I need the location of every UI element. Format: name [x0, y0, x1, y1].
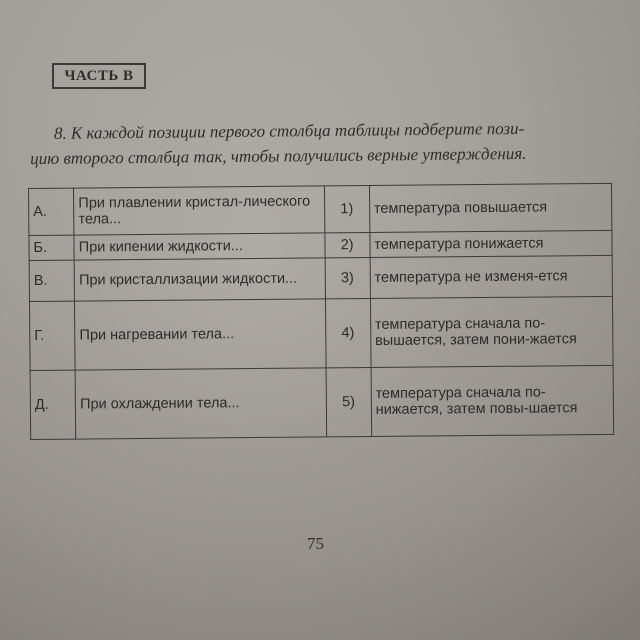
option-number: 2) [324, 233, 369, 258]
row-letter: А. [29, 188, 75, 235]
left-statement: При нагревании тела... [75, 299, 326, 370]
table-row [29, 183, 612, 235]
right-statement: температура повышается [369, 183, 612, 232]
row-letter: Б. [29, 235, 74, 260]
task-line-2: цию второго столбца так, чтобы получились верные утверждения. [30, 143, 527, 169]
right-statement: температура сначала по-вышается, затем пони-жается [370, 296, 613, 367]
task-line-1: 8. К каждой позиции первого столбца таблицы подберите пози- [53, 118, 525, 143]
option-number: 1) [324, 186, 370, 233]
task-text [30, 115, 620, 171]
table-row [29, 296, 613, 370]
table-row [30, 365, 614, 439]
row-letter: Д. [30, 370, 76, 439]
left-statement: При кристаллизации жидкости... [74, 258, 325, 301]
row-letter: В. [29, 260, 75, 301]
matching-table [28, 183, 614, 440]
option-number: 5) [326, 368, 372, 437]
option-number: 3) [325, 258, 371, 299]
left-statement: При охлаждении тела... [75, 368, 326, 439]
option-number: 4) [325, 299, 371, 368]
right-statement: температура не изменя-ется [370, 255, 613, 298]
left-statement: При кипении жидкости... [74, 233, 324, 260]
right-statement: температура сначала по-нижается, затем повы-шается [371, 365, 614, 436]
right-statement: температура понижается [370, 230, 612, 257]
left-statement: При плавлении кристал-лического тела... [74, 186, 325, 235]
table-row [29, 255, 612, 301]
page-number: 75 [307, 534, 324, 553]
section-title: ЧАСТЬ В [52, 63, 146, 89]
row-letter: Г. [29, 301, 75, 370]
